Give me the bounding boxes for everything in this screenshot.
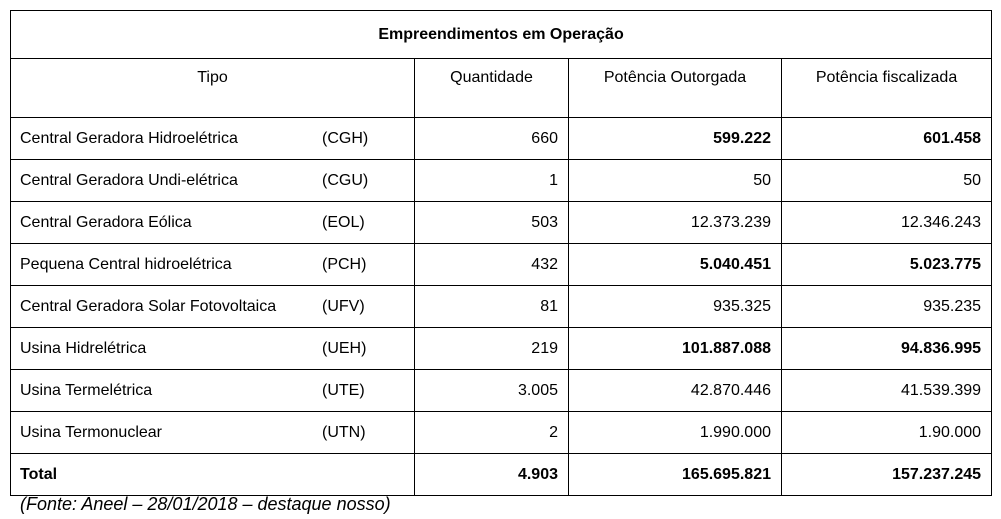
cell-outorgada: 101.887.088 [569, 328, 782, 370]
total-fiscalizada: 157.237.245 [782, 454, 992, 496]
total-quantidade: 4.903 [415, 454, 569, 496]
row-name: Central Geradora Undi-elétrica [20, 171, 238, 189]
cell-tipo [11, 118, 415, 160]
cell-outorgada: 50 [569, 160, 782, 202]
cell-tipo [11, 202, 415, 244]
table-row [11, 412, 992, 454]
header-tipo: Tipo [11, 59, 415, 118]
cell-fiscalizada: 12.346.243 [782, 202, 992, 244]
cell-tipo [11, 328, 415, 370]
cell-fiscalizada: 94.836.995 [782, 328, 992, 370]
cell-outorgada: 599.222 [569, 118, 782, 160]
row-name: Usina Hidrelétrica [20, 339, 147, 357]
cell-quantidade: 219 [415, 328, 569, 370]
cell-quantidade: 3.005 [415, 370, 569, 412]
table-row [11, 286, 992, 328]
cell-tipo [11, 286, 415, 328]
table-row [11, 118, 992, 160]
cell-outorgada: 42.870.446 [569, 370, 782, 412]
row-name: Usina Termonuclear [20, 423, 162, 441]
row-name: Usina Termelétrica [20, 381, 153, 399]
header-row [11, 59, 992, 118]
cell-quantidade: 660 [415, 118, 569, 160]
operations-table [10, 10, 992, 496]
row-name: Central Geradora Eólica [20, 213, 192, 231]
cell-quantidade: 503 [415, 202, 569, 244]
row-abbr: (EOL) [322, 213, 365, 231]
table-row [11, 328, 992, 370]
cell-fiscalizada: 5.023.775 [782, 244, 992, 286]
total-row [11, 454, 992, 496]
row-abbr: (UEH) [322, 339, 367, 357]
row-abbr: (CGU) [322, 171, 369, 189]
cell-fiscalizada: 935.235 [782, 286, 992, 328]
table-row [11, 160, 992, 202]
cell-tipo [11, 244, 415, 286]
table-row [11, 202, 992, 244]
row-abbr: (PCH) [322, 255, 367, 273]
cell-fiscalizada: 601.458 [782, 118, 992, 160]
header-potencia-outorgada: Potência Outorgada [569, 59, 782, 118]
cell-outorgada: 12.373.239 [569, 202, 782, 244]
source-caption: (Fonte: Aneel – 28/01/2018 – destaque nosso) [20, 494, 391, 514]
cell-fiscalizada: 50 [782, 160, 992, 202]
row-abbr: (UTN) [322, 423, 366, 441]
cell-quantidade: 2 [415, 412, 569, 454]
row-abbr: (UTE) [322, 381, 365, 399]
total-label: Total [11, 454, 415, 496]
cell-quantidade: 81 [415, 286, 569, 328]
cell-fiscalizada: 41.539.399 [782, 370, 992, 412]
row-name: Central Geradora Solar Fotovoltaica [20, 297, 277, 315]
row-abbr: (UFV) [322, 297, 365, 315]
table-title: Empreendimentos em Operação [11, 11, 992, 59]
cell-outorgada: 5.040.451 [569, 244, 782, 286]
cell-outorgada: 1.990.000 [569, 412, 782, 454]
cell-quantidade: 1 [415, 160, 569, 202]
header-potencia-fiscalizada: Potência fiscalizada [782, 59, 992, 118]
row-abbr: (CGH) [322, 129, 369, 147]
cell-quantidade: 432 [415, 244, 569, 286]
row-name: Central Geradora Hidroelétrica [20, 129, 238, 147]
total-outorgada: 165.695.821 [569, 454, 782, 496]
row-name: Pequena Central hidroelétrica [20, 255, 232, 273]
cell-fiscalizada: 1.90.000 [782, 412, 992, 454]
cell-tipo [11, 160, 415, 202]
cell-tipo [11, 370, 415, 412]
header-quantidade: Quantidade [415, 59, 569, 118]
cell-outorgada: 935.325 [569, 286, 782, 328]
cell-tipo [11, 412, 415, 454]
table-row [11, 370, 992, 412]
table-row [11, 244, 992, 286]
